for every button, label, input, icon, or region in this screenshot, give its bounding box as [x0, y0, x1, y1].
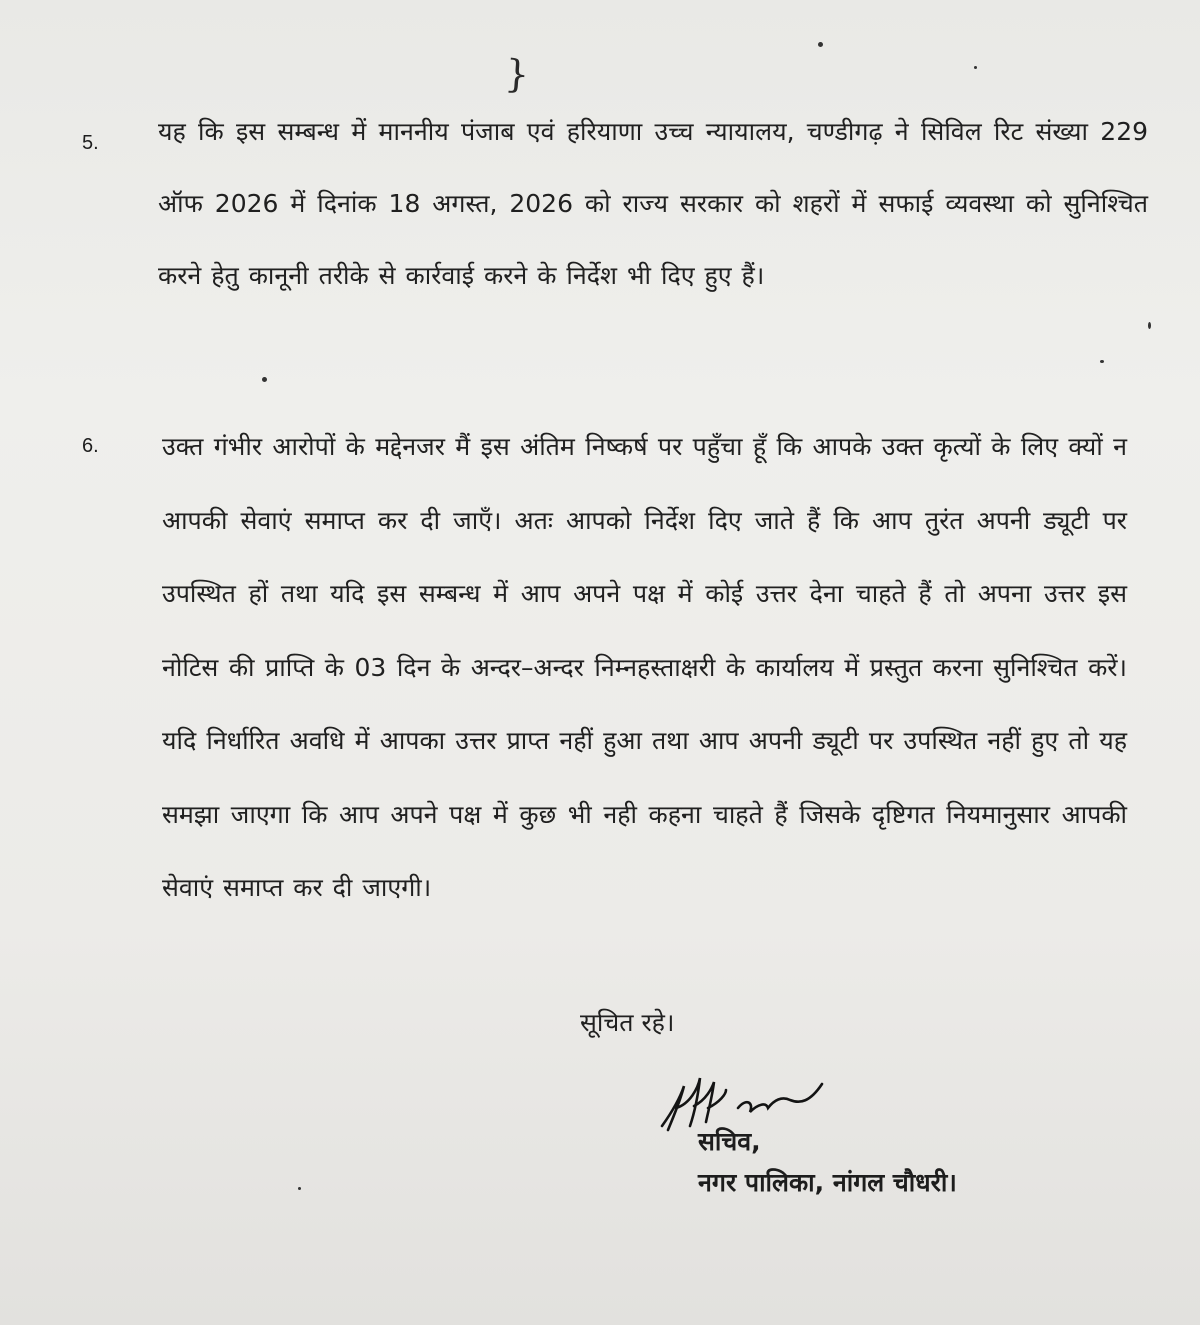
paragraph-number: 5. — [82, 132, 99, 154]
ink-speck — [974, 66, 977, 69]
paragraph-text: यह कि इस सम्बन्ध में माननीय पंजाब एवं हरियाणा उच्च न्यायालय, चण्डीगढ़ ने सिविल रिट संख्या 229 ऑफ 2026 में दिनांक 18 अगस्त, 2026 को राज्य सरकार को शहरों में सफाई व्यवस्था को सुनिश्चित करने हेतु कानूनी तरीके से कार्रवाई करने के निर्देश भी दिए हुए हैं। — [158, 117, 1148, 290]
ink-speck — [1100, 360, 1104, 363]
ink-speck — [262, 377, 267, 382]
paragraph-number: 6. — [82, 435, 99, 457]
ink-speck — [818, 42, 823, 47]
signatory-organization: नगर पालिका, नांगल चौधरी। — [698, 1168, 957, 1197]
closing-line: सूचित रहे। — [580, 1008, 675, 1037]
page-mark: } — [503, 51, 531, 97]
paragraph-text: उक्त गंभीर आरोपों के मद्देनजर मैं इस अंतिम निष्कर्ष पर पहुँचा हूँ कि आपके उक्त कृत्यों के लिए क्यों न आपकी सेवाएं समाप्त कर दी जाएँ। अतः आपको निर्देश दिए जाते हैं कि आप तुरंत अपनी ड्यूटी पर उपस्थित हों तथा यदि इस सम्बन्ध में आप अपने पक्ष में कोई उत्तर देना चाहते हैं तो अपना उत्तर इस नोटिस की प्राप्ति के 03 दिन के अन्दर–अन्दर निम्नहस्ताक्षरी के कार्यालय में प्रस्तुत करना सुनिश्चित करें। यदि निर्धारित अवधि में आपका उत्तर प्राप्त नहीं हुआ तथा आप अपनी ड्यूटी पर उपस्थित नहीं हुए तो यह समझा जाएगा कि आप अपने पक्ष में कुछ भी नही कहना चाहते हैं जिसके दृष्टिगत नियमानुसार आपकी सेवाएं समाप्त कर दी जाएगी। — [162, 432, 1127, 902]
ink-speck — [298, 1187, 301, 1190]
ink-speck — [1148, 322, 1151, 329]
signatory-title: सचिव, — [698, 1127, 761, 1156]
